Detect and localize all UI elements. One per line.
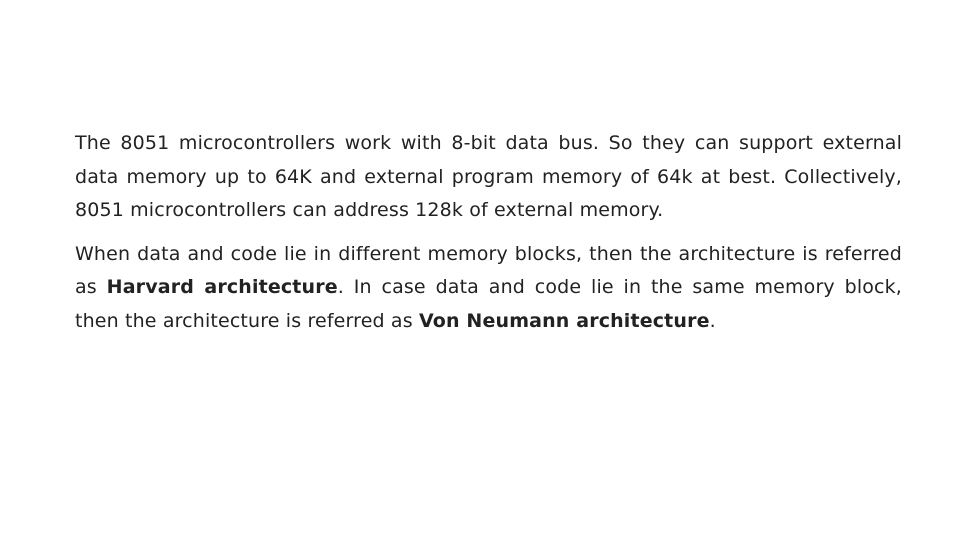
harvard-architecture-term: Harvard architecture [106, 276, 338, 298]
paragraph-architecture [75, 238, 902, 339]
text-body [75, 127, 902, 338]
paragraph-8051-memory: The 8051 microcontrollers work with 8-bit data bus. So they can support external data memory up to 64K and external program memory of 64k at best. Collectively, 8051 microcontrollers can address 128k of external memory. [75, 132, 902, 221]
architecture-text-2: . In case data and code lie in the same memory block, then the architecture is referred as [75, 276, 902, 332]
von-neumann-architecture-term: Von Neumann architecture [418, 309, 710, 332]
architecture-text-3: . [709, 309, 716, 332]
architecture-text-1: When data and code lie in different memory blocks, then the architecture is referred as [75, 242, 902, 298]
